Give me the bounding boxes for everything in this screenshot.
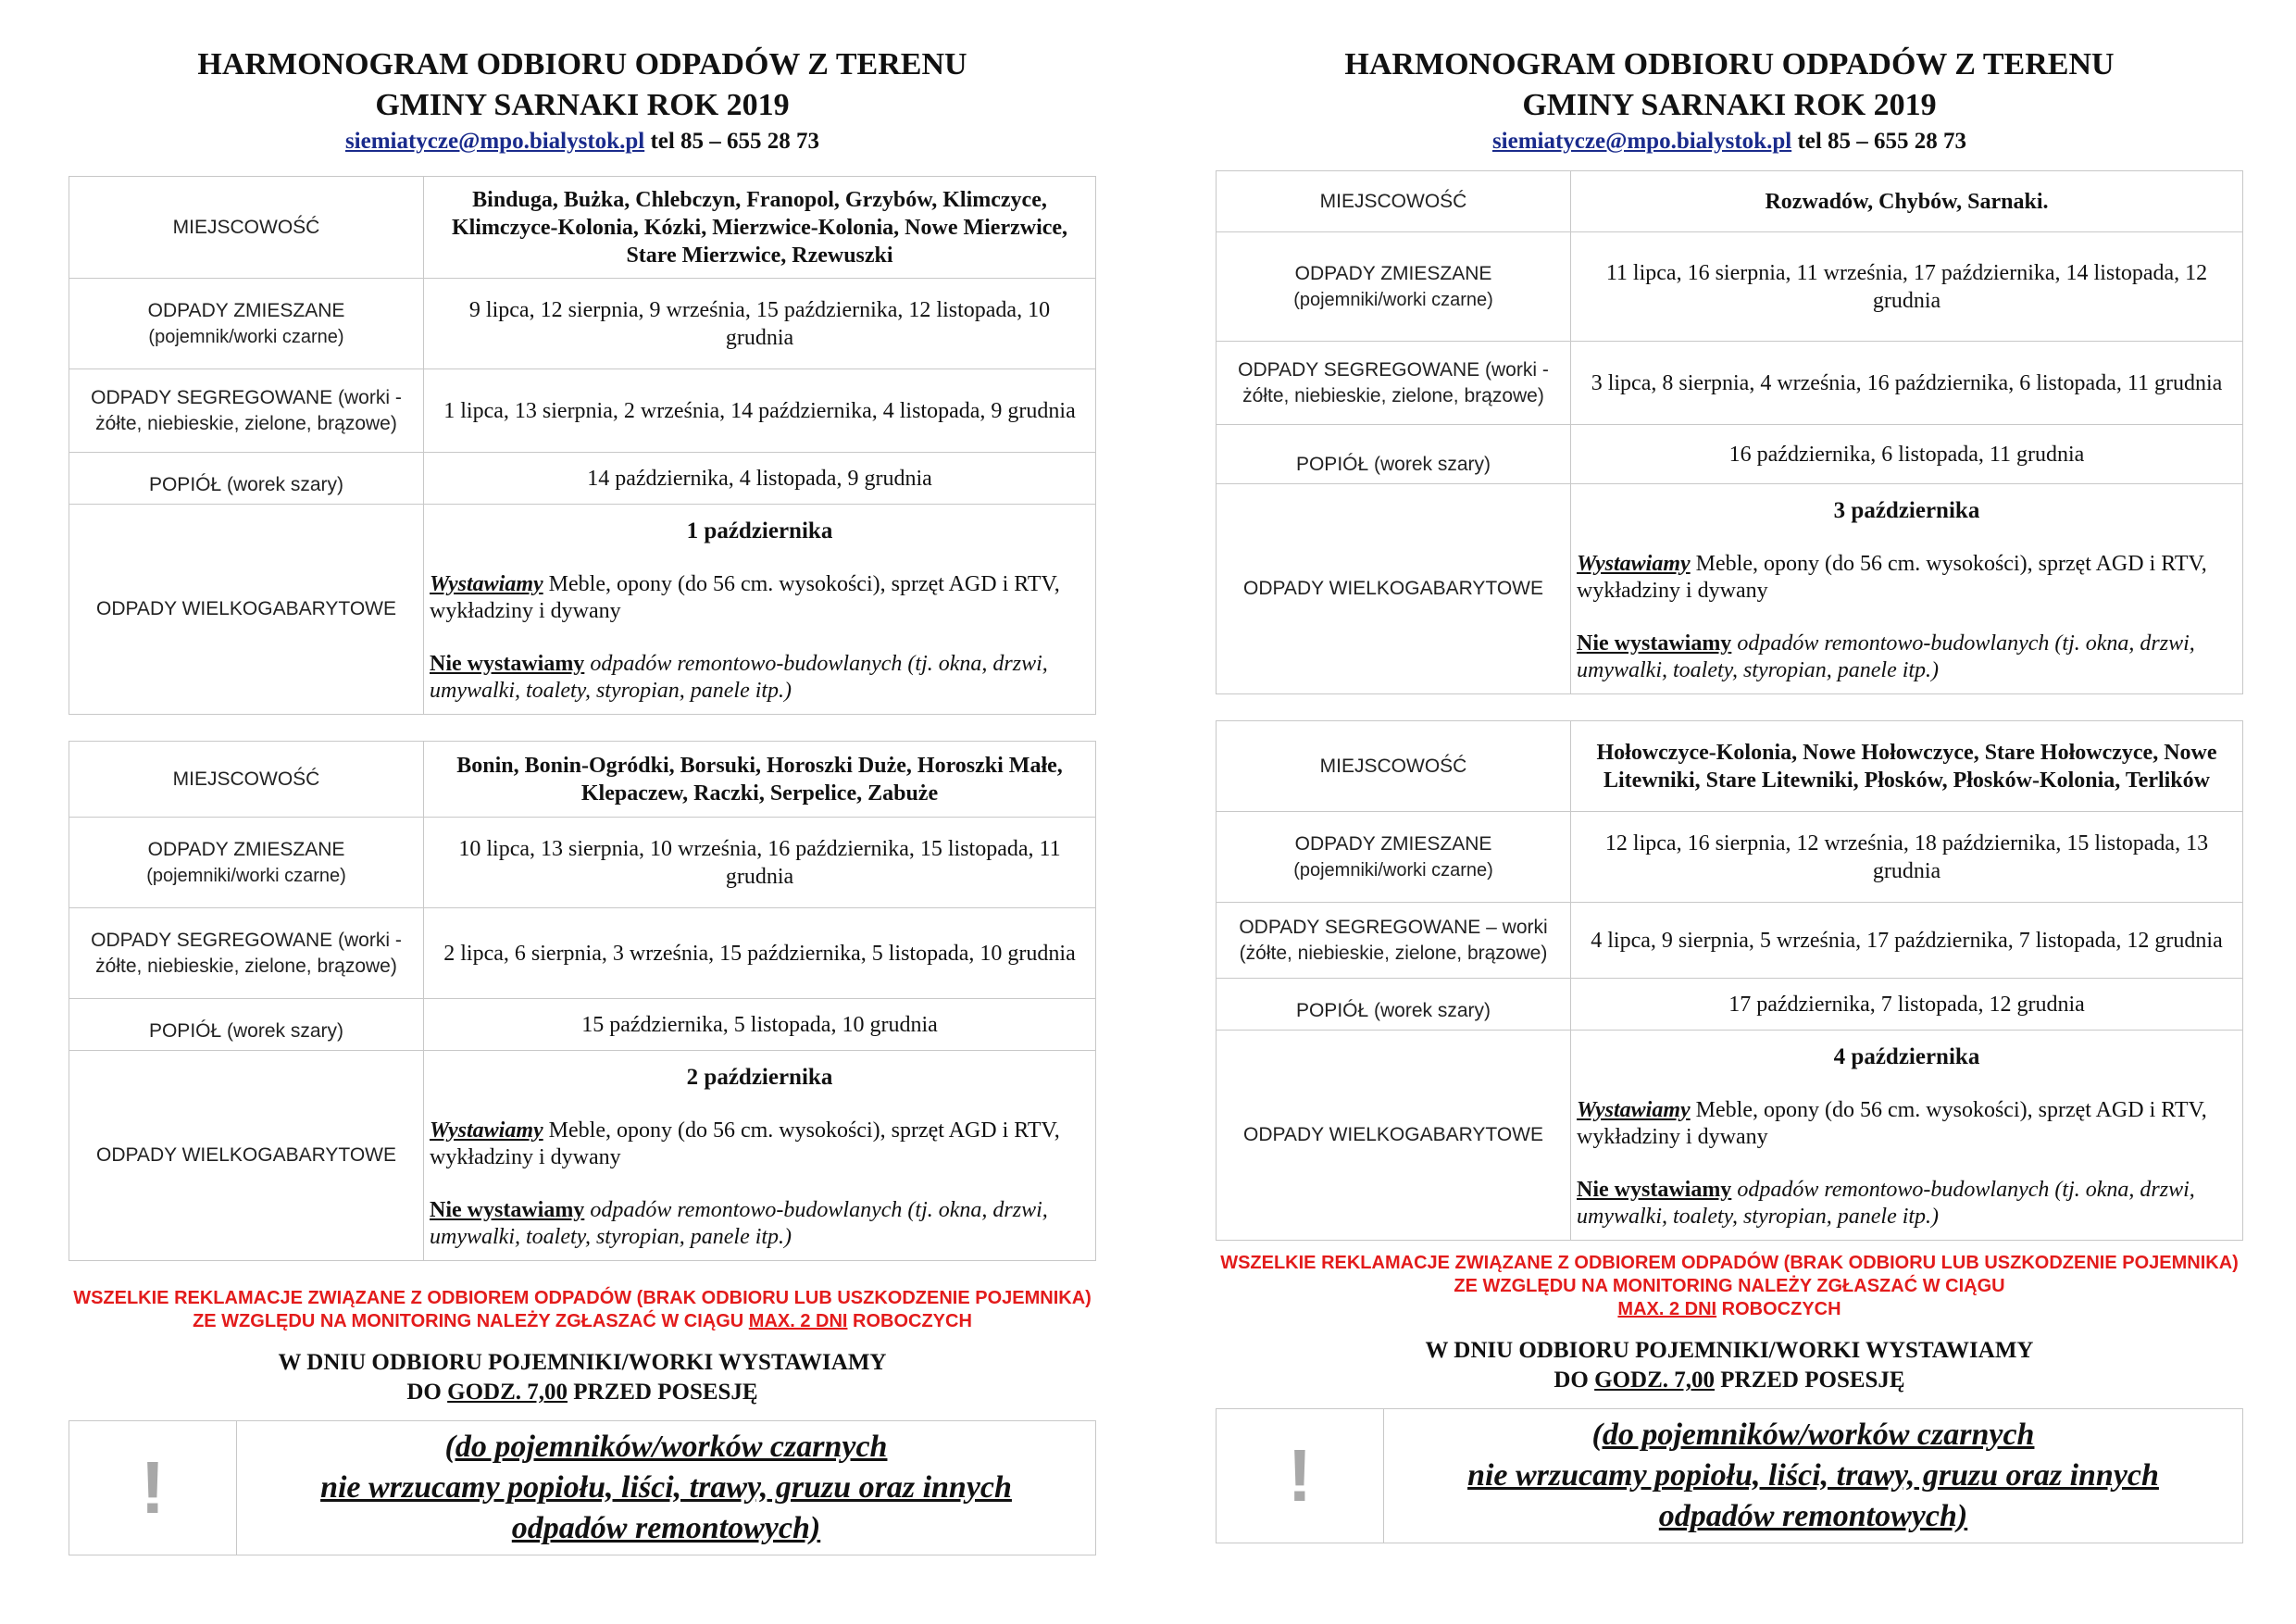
bulky-details <box>1571 1031 2243 1241</box>
bulky-row <box>69 1051 1096 1261</box>
putout-instruction <box>69 1348 1096 1407</box>
mixed-label-text: ODPADY ZMIESZANE <box>147 838 345 860</box>
putout-line1: W DNIU ODBIORU POJEMNIKI/WORKI WYSTAWIAMY <box>278 1350 887 1375</box>
segregated-label: ODPADY SEGREGOWANE (worki - żółte, niebieskie, zielone, brązowe) <box>69 369 424 453</box>
warning-text: (do pojemników/worków czarnych nie wrzucamy popiołu, liści, trawy, gruzu oraz innych odpadów remontowych) <box>1467 1418 2159 1533</box>
segregated-dates: 3 lipca, 8 sierpnia, 4 września, 16 października, 6 listopada, 11 grudnia <box>1571 342 2243 425</box>
putout-line1: W DNIU ODBIORU POJEMNIKI/WORKI WYSTAWIAMY <box>1425 1338 2034 1363</box>
schedule-table-1 <box>69 176 1096 715</box>
place-list: Rozwadów, Chybów, Sarnaki. <box>1571 171 2243 232</box>
bulky-label: ODPADY WIELKOGABARYTOWE <box>1217 1031 1571 1241</box>
segregated-row <box>69 369 1096 453</box>
mixed-dates: 10 lipca, 13 sierpnia, 10 września, 16 października, 15 listopada, 11 grudnia <box>424 818 1096 908</box>
putout-line2: DO GODZ. 7,00 PRZED POSESJĘ <box>406 1380 758 1405</box>
exclamation-icon: ! <box>69 1421 237 1555</box>
bulky-accepted: Wystawiamy Meble, opony (do 56 cm. wysokości), sprzęt AGD i RTV, wykładziny i dywany <box>1577 1098 2207 1149</box>
place-row <box>1217 171 2243 232</box>
bulky-row <box>69 505 1096 715</box>
bulky-rejected: Nie wystawiamy odpadów remontowo-budowlanych (tj. okna, drzwi, umywalki, toalety, styropian, panele itp.) <box>1577 631 2195 682</box>
bulky-rejected: Nie wystawiamy odpadów remontowo-budowlanych (tj. okna, drzwi, umywalki, toalety, styropian, panele itp.) <box>430 652 1048 703</box>
bulky-rejected: Nie wystawiamy odpadów remontowo-budowlanych (tj. okna, drzwi, umywalki, toalety, styropian, panele itp.) <box>1577 1178 2195 1229</box>
schedule-title-line2: GMINY SARNAKI ROK 2019 <box>375 88 790 122</box>
ash-label: POPIÓŁ (worek szary) <box>69 999 424 1051</box>
mixed-label-text: ODPADY ZMIESZANE <box>1294 262 1492 284</box>
bulky-label: ODPADY WIELKOGABARYTOWE <box>1217 484 1571 694</box>
contact-line <box>69 126 1096 157</box>
ash-dates: 14 października, 4 listopada, 9 grudnia <box>424 453 1096 505</box>
bulky-label: ODPADY WIELKOGABARYTOWE <box>69 505 424 715</box>
segregated-dates: 4 lipca, 9 sierpnia, 5 września, 17 października, 7 listopada, 12 grudnia <box>1571 903 2243 979</box>
mixed-row <box>1217 232 2243 342</box>
segregated-dates: 1 lipca, 13 sierpnia, 2 września, 14 października, 4 listopada, 9 grudnia <box>424 369 1096 453</box>
ash-label: POPIÓŁ (worek szary) <box>69 453 424 505</box>
place-list: Bonin, Bonin-Ogródki, Borsuki, Horoszki Duże, Horoszki Małe, Klepaczew, Raczki, Serpelice, Zabuże <box>424 742 1096 818</box>
schedule-title-line1: HARMONOGRAM ODBIORU ODPADÓW Z TERENU <box>197 47 967 81</box>
mixed-row <box>69 279 1096 369</box>
segregated-dates: 2 lipca, 6 sierpnia, 3 września, 15 października, 5 listopada, 10 grudnia <box>424 908 1096 999</box>
mixed-label <box>1217 232 1571 342</box>
schedule-table-3 <box>1216 170 2243 694</box>
bulky-label: ODPADY WIELKOGABARYTOWE <box>69 1051 424 1261</box>
schedule-table-2 <box>69 741 1096 1261</box>
place-row <box>69 742 1096 818</box>
ash-dates: 15 października, 5 listopada, 10 grudnia <box>424 999 1096 1051</box>
mixed-dates: 9 lipca, 12 sierpnia, 9 września, 15 października, 12 listopada, 10 grudnia <box>424 279 1096 369</box>
putout-line2: DO GODZ. 7,00 PRZED POSESJĘ <box>1554 1368 1905 1393</box>
contact-line <box>1216 126 2243 157</box>
bulky-accepted: Wystawiamy Meble, opony (do 56 cm. wysokości), sprzęt AGD i RTV, wykładziny i dywany <box>430 1118 1060 1169</box>
ash-row <box>69 999 1096 1051</box>
bulky-date: 2 października <box>686 1065 833 1090</box>
schedule-title-line1: HARMONOGRAM ODBIORU ODPADÓW Z TERENU <box>1344 47 2115 81</box>
email-link[interactable]: siemiatycze@mpo.bialystok.pl <box>344 129 645 154</box>
segregated-label: ODPADY SEGREGOWANE – worki (żółte, niebieskie, zielone, brązowe) <box>1217 903 1571 979</box>
ash-label: POPIÓŁ (worek szary) <box>1217 979 1571 1031</box>
mixed-row <box>69 818 1096 908</box>
exclamation-icon: ! <box>1217 1409 1384 1543</box>
warning-box <box>1216 1408 2243 1543</box>
segregated-row <box>1217 342 2243 425</box>
mixed-label-sub: (pojemniki/worki czarne) <box>1293 859 1493 881</box>
bulky-rejected: Nie wystawiamy odpadów remontowo-budowlanych (tj. okna, drzwi, umywalki, toalety, styropian, panele itp.) <box>430 1198 1048 1249</box>
mixed-label <box>69 279 424 369</box>
mixed-label-sub: (pojemnik/worki czarne) <box>148 326 344 347</box>
bulky-details <box>1571 484 2243 694</box>
phone-number: tel 85 – 655 28 73 <box>1797 129 1967 154</box>
mixed-label-text: ODPADY ZMIESZANE <box>147 299 345 321</box>
place-row <box>1217 721 2243 812</box>
place-row <box>69 177 1096 279</box>
bulky-date: 3 października <box>1833 498 1980 523</box>
mixed-label <box>1217 812 1571 903</box>
bulky-date: 4 października <box>1833 1044 1980 1069</box>
mixed-dates: 12 lipca, 16 sierpnia, 12 września, 18 października, 15 listopada, 13 grudnia <box>1571 812 2243 903</box>
email-link[interactable]: siemiatycze@mpo.bialystok.pl <box>1491 129 1792 154</box>
right-schedule <box>1216 0 2243 1543</box>
schedule-table-4 <box>1216 720 2243 1241</box>
bulky-details <box>424 505 1096 715</box>
ash-dates: 16 października, 6 listopada, 11 grudnia <box>1571 425 2243 484</box>
ash-label: POPIÓŁ (worek szary) <box>1217 425 1571 484</box>
complaint-notice: WSZELKIE REKLAMACJE ZWIĄZANE Z ODBIOREM ODPADÓW (BRAK ODBIORU LUB USZKODZENIE POJEMNIKA) ZE WZGLĘDU NA MONITORING NALEŻY ZGŁASZAĆ W CIĄGU MAX. 2 DNI ROBOCZYCH <box>1220 1253 2239 1319</box>
putout-instruction <box>1216 1336 2243 1395</box>
place-label: MIEJSCOWOŚĆ <box>69 177 424 279</box>
ash-row <box>1217 425 2243 484</box>
mixed-label-sub: (pojemniki/worki czarne) <box>1293 289 1493 310</box>
complaint-notice: WSZELKIE REKLAMACJE ZWIĄZANE Z ODBIOREM ODPADÓW (BRAK ODBIORU LUB USZKODZENIE POJEMNIKA) ZE WZGLĘDU NA MONITORING NALEŻY ZGŁASZAĆ W CIĄGU MAX. 2 DNI ROBOCZYCH <box>73 1288 1092 1331</box>
mixed-label-sub: (pojemniki/worki czarne) <box>146 865 346 886</box>
ash-dates: 17 października, 7 listopada, 12 grudnia <box>1571 979 2243 1031</box>
mixed-label-text: ODPADY ZMIESZANE <box>1294 832 1492 855</box>
bulky-date: 1 października <box>686 518 833 543</box>
mixed-dates: 11 lipca, 16 sierpnia, 11 września, 17 października, 14 listopada, 12 grudnia <box>1571 232 2243 342</box>
warning-box <box>69 1420 1096 1555</box>
ash-row <box>1217 979 2243 1031</box>
bulky-details <box>424 1051 1096 1261</box>
schedule-title-line2: GMINY SARNAKI ROK 2019 <box>1522 88 1937 122</box>
phone-number: tel 85 – 655 28 73 <box>650 129 820 154</box>
place-list: Binduga, Bużka, Chlebczyn, Franopol, Grzybów, Klimczyce, Klimczyce-Kolonia, Kózki, Mierzwice-Kolonia, Nowe Mierzwice, Stare Mierzwice, Rzewuszki <box>424 177 1096 279</box>
bulky-row <box>1217 484 2243 694</box>
left-schedule <box>69 0 1096 1555</box>
place-list: Hołowczyce-Kolonia, Nowe Hołowczyce, Stare Hołowczyce, Nowe Litewniki, Stare Litewniki, Płosków, Płosków-Kolonia, Terlików <box>1571 721 2243 812</box>
mixed-label <box>69 818 424 908</box>
place-label: MIEJSCOWOŚĆ <box>69 742 424 818</box>
ash-row <box>69 453 1096 505</box>
segregated-row <box>1217 903 2243 979</box>
segregated-label: ODPADY SEGREGOWANE (worki - żółte, niebieskie, zielone, brązowe) <box>1217 342 1571 425</box>
bulky-accepted: Wystawiamy Meble, opony (do 56 cm. wysokości), sprzęt AGD i RTV, wykładziny i dywany <box>430 572 1060 623</box>
place-label: MIEJSCOWOŚĆ <box>1217 171 1571 232</box>
warning-text: (do pojemników/worków czarnych nie wrzucamy popiołu, liści, trawy, gruzu oraz innych odpadów remontowych) <box>320 1430 1012 1545</box>
segregated-row <box>69 908 1096 999</box>
bulky-accepted: Wystawiamy Meble, opony (do 56 cm. wysokości), sprzęt AGD i RTV, wykładziny i dywany <box>1577 552 2207 603</box>
mixed-row <box>1217 812 2243 903</box>
bulky-row <box>1217 1031 2243 1241</box>
segregated-label: ODPADY SEGREGOWANE (worki - żółte, niebieskie, zielone, brązowe) <box>69 908 424 999</box>
place-label: MIEJSCOWOŚĆ <box>1217 721 1571 812</box>
